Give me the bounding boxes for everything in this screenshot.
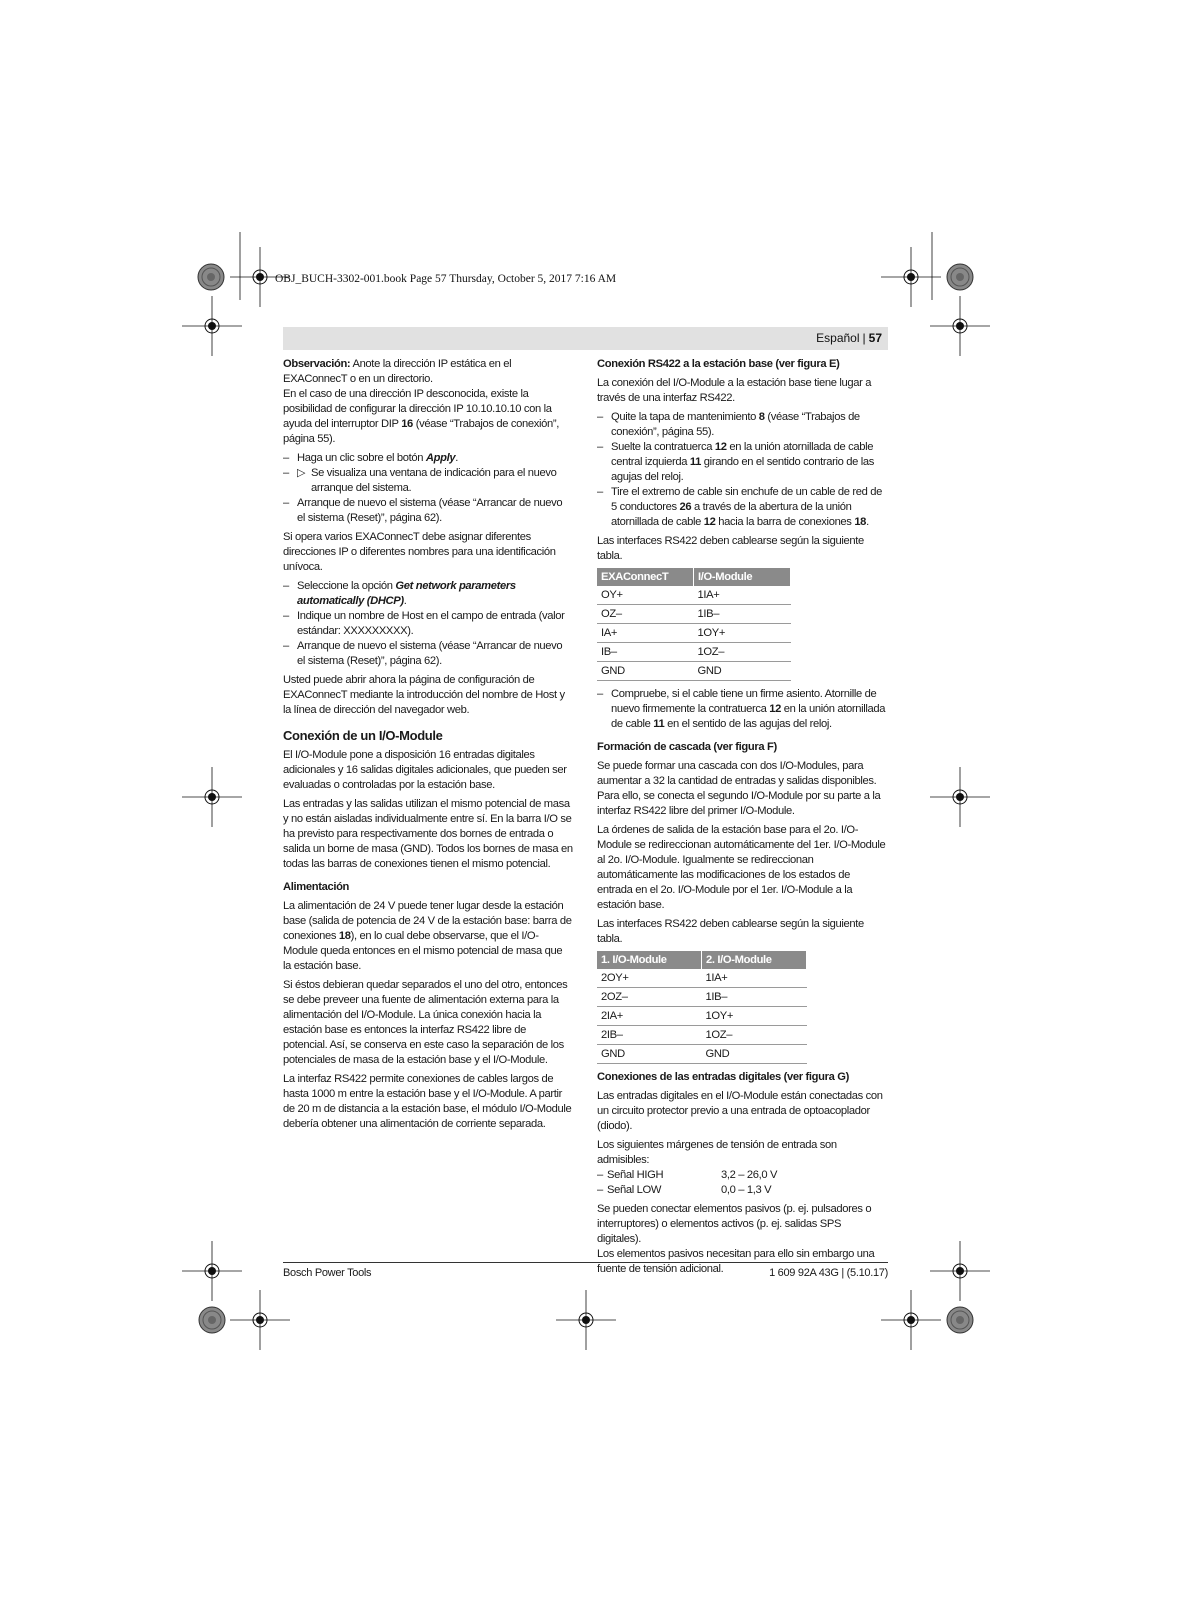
cascade-table [597,951,807,1064]
page-number: 57 [868,331,882,345]
dhcp-steps [283,579,573,669]
table-row: 2OY+ 1IA+ [597,969,807,988]
table-row: IB– 1OZ– [597,643,791,662]
list-item: – Haga un clic sobre el botón Apply. [283,451,573,466]
voltage-row-low: – Señal LOW 0,0 – 1,3 V [597,1183,887,1198]
digital-paragraph: Los elementos pasivos necesitan para ello sin embargo una fuente de tensión adicional. [597,1248,875,1275]
right-column [597,357,887,1281]
io-paragraph: El I/O-Module pone a disposición 16 entradas digitales adicionales y 16 salidas digitales adicionales, que pueden ser evaluadas o controladas por la estación base. [283,749,567,791]
table-row: 2IA+ 1OY+ [597,1007,807,1026]
digital-paragraph: Los siguientes márgenes de tensión de entrada son admisibles: [597,1139,837,1166]
table-row: GND GND [597,1045,807,1064]
power-paragraph: La alimentación de 24 V puede tener lugar desde la estación base (salida de potencia de 24 V de la estación base: barra de conexiones 18), en lo cual debe observarse, que el I/O-Module queda entonces en el mismo potencial de masa que la estación base. [283,900,572,972]
list-item: – Arranque de nuevo el sistema (véase “Arrancar de nuevo el sistema (Reset)”, página 62). [283,496,573,526]
power-paragraph: La interfaz RS422 permite conexiones de cables largos de hasta 1000 m entre la estación base y el I/O-Module. A partir de 20 m de distancia a la estación base, el módulo I/O-Module debería obtener una alimentación de corriente separada. [283,1073,572,1130]
list-item-result: – ▷ Se visualiza una ventana de indicación para el nuevo arranque del sistema. [283,466,573,496]
io-heading: Conexión de un I/O-Module [283,728,443,743]
left-column [283,357,573,1136]
list-item: – Arranque de nuevo el sistema (véase “Arrancar de nuevo el sistema (Reset)”, página 62). [283,639,573,669]
config-paragraph: Usted puede abrir ahora la página de configuración de EXAConnecT mediante la introducción del nombre de Host y la línea de dirección del navegador web. [283,674,565,716]
rs-steps [597,410,887,530]
check-steps [597,687,887,732]
table-row: 2OZ– 1IB– [597,988,807,1007]
table-row: GND GND [597,662,791,681]
rs422-table [597,568,791,681]
table-row: OY+ 1IA+ [597,586,791,605]
voltage-list [597,1168,887,1198]
table-row: IA+ 1OY+ [597,624,791,643]
apply-steps [283,451,573,526]
cascade-paragraph: La órdenes de salida de la estación base para el 2o. I/O-Module se redireccionan automáticamente del 1er. I/O-Module al 2o. I/O-Module. Igualmente se redireccionan automáticamente las modificaciones de los estados de entrada en el 2o. I/O-Module por el 1er. I/O-Module a la estación base. [597,824,886,911]
observation: Observación: Anote la dirección IP estática en el EXAConnecT o en un directorio. [283,358,512,385]
digital-heading: Conexiones de las entradas digitales (ver figura G) [597,1071,849,1083]
cascade-table-intro: Las interfaces RS422 deben cablearse según la siguiente tabla. [597,918,864,945]
list-item: – Suelte la contratuerca 12 en la unión atornillada de cable central izquierda 11 girando en el sentido contrario de las agujas del reloj. [597,440,887,485]
io-paragraph: Las entradas y las salidas utilizan el mismo potencial de masa y no están aisladas individualmente entre sí. En la barra I/O se ha previsto para respectivamente dos bornes de entrada o salida un borne de masa (GND). Todos los bornes de masa en todas las barras de conexiones tienen el mismo potencial. [283,798,573,870]
header-language: Español [816,331,860,345]
footer-rule [283,1262,888,1263]
footer-brand: Bosch Power Tools [283,1267,372,1279]
power-paragraph: Si éstos debieran quedar separados el uno del otro, entonces se debe preveer una fuente de alimentación externa para la alimentación del I/O-Module. La única conexión hacia la estación base es entonces la interfaz RS422 libre de potencial. Así, se conserva en este caso la separación de los potenciales de masa de la estación base y el I/O-Module. [283,979,568,1066]
list-item: – Compruebe, si el cable tiene un firme asiento. Atornille de nuevo firmemente la contratuerca 12 en la unión atornillada de cable 11 en el sentido de las agujas del reloj. [597,687,887,732]
digital-paragraph: Se pueden conectar elementos pasivos (p. ej. pulsadores o interruptores) o elementos activos (p. ej. salidas SPS digitales). [597,1203,872,1245]
power-heading: Alimentación [283,881,350,893]
table-header: 2. I/O-Module [702,951,807,969]
cascade-paragraph: Se puede formar una cascada con dos I/O-Modules, para aumentar a 32 la cantidad de entradas y salidas disponibles. Para ello, se conecta el segundo I/O-Module por su parte a la interfaz RS422 libre del primer I/O-Module. [597,760,881,817]
cascade-heading: Formación de cascada (ver figura F) [597,741,777,753]
table-row: OZ– 1IB– [597,605,791,624]
list-item: – Indique un nombre de Host en el campo de entrada (valor estándar: XXXXXXXXX). [283,609,573,639]
table-header: 1. I/O-Module [597,951,702,969]
list-item: – Tire el extremo de cable sin enchufe de un cable de red de 5 conductores 26 a través de la abertura de la unión atornillada de cable 12 hacia la barra de conexiones 18. [597,485,887,530]
table-header: I/O-Module [694,568,791,586]
footer-doc-number: 1 609 92A 43G | (5.10.17) [769,1267,888,1279]
voltage-row-high: – Señal HIGH 3,2 – 26,0 V [597,1168,887,1183]
list-item: – Quite la tapa de mantenimiento 8 (véase “Trabajos de conexión”, página 55). [597,410,887,440]
table-row: 2IB– 1OZ– [597,1026,807,1045]
rs-table-intro: Las interfaces RS422 deben cablearse según la siguiente tabla. [597,535,864,562]
list-item: – Seleccione la opción Get network parameters automatically (DHCP). [283,579,573,609]
rs-paragraph: La conexión del I/O-Module a la estación base tiene lugar a través de una interfaz RS422. [597,377,872,404]
digital-paragraph: Las entradas digitales en el I/O-Module están conectadas con un circuito protector previo a una entrada de optoacoplador (diodo). [597,1090,883,1132]
page-header [283,327,888,350]
print-info: OBJ_BUCH-3302-001.book Page 57 Thursday, October 5, 2017 7:16 AM [275,273,617,285]
header-text: Español | 57 [816,331,882,345]
ip-paragraph: En el caso de una dirección IP desconocida, existe la posibilidad de configurar la dirección IP 10.10.10.10 con la ayuda del interruptor DIP 16 (véase “Trabajos de conexión”, página 55). [283,388,559,445]
result-arrow-icon: – ▷ [297,467,306,479]
rs-heading: Conexión RS422 a la estación base (ver figura E) [597,358,840,370]
multi-paragraph: Si opera varios EXAConnecT debe asignar diferentes direcciones IP o diferentes nombres para una identificación unívoca. [283,531,556,573]
table-header: EXAConnecT [597,568,694,586]
